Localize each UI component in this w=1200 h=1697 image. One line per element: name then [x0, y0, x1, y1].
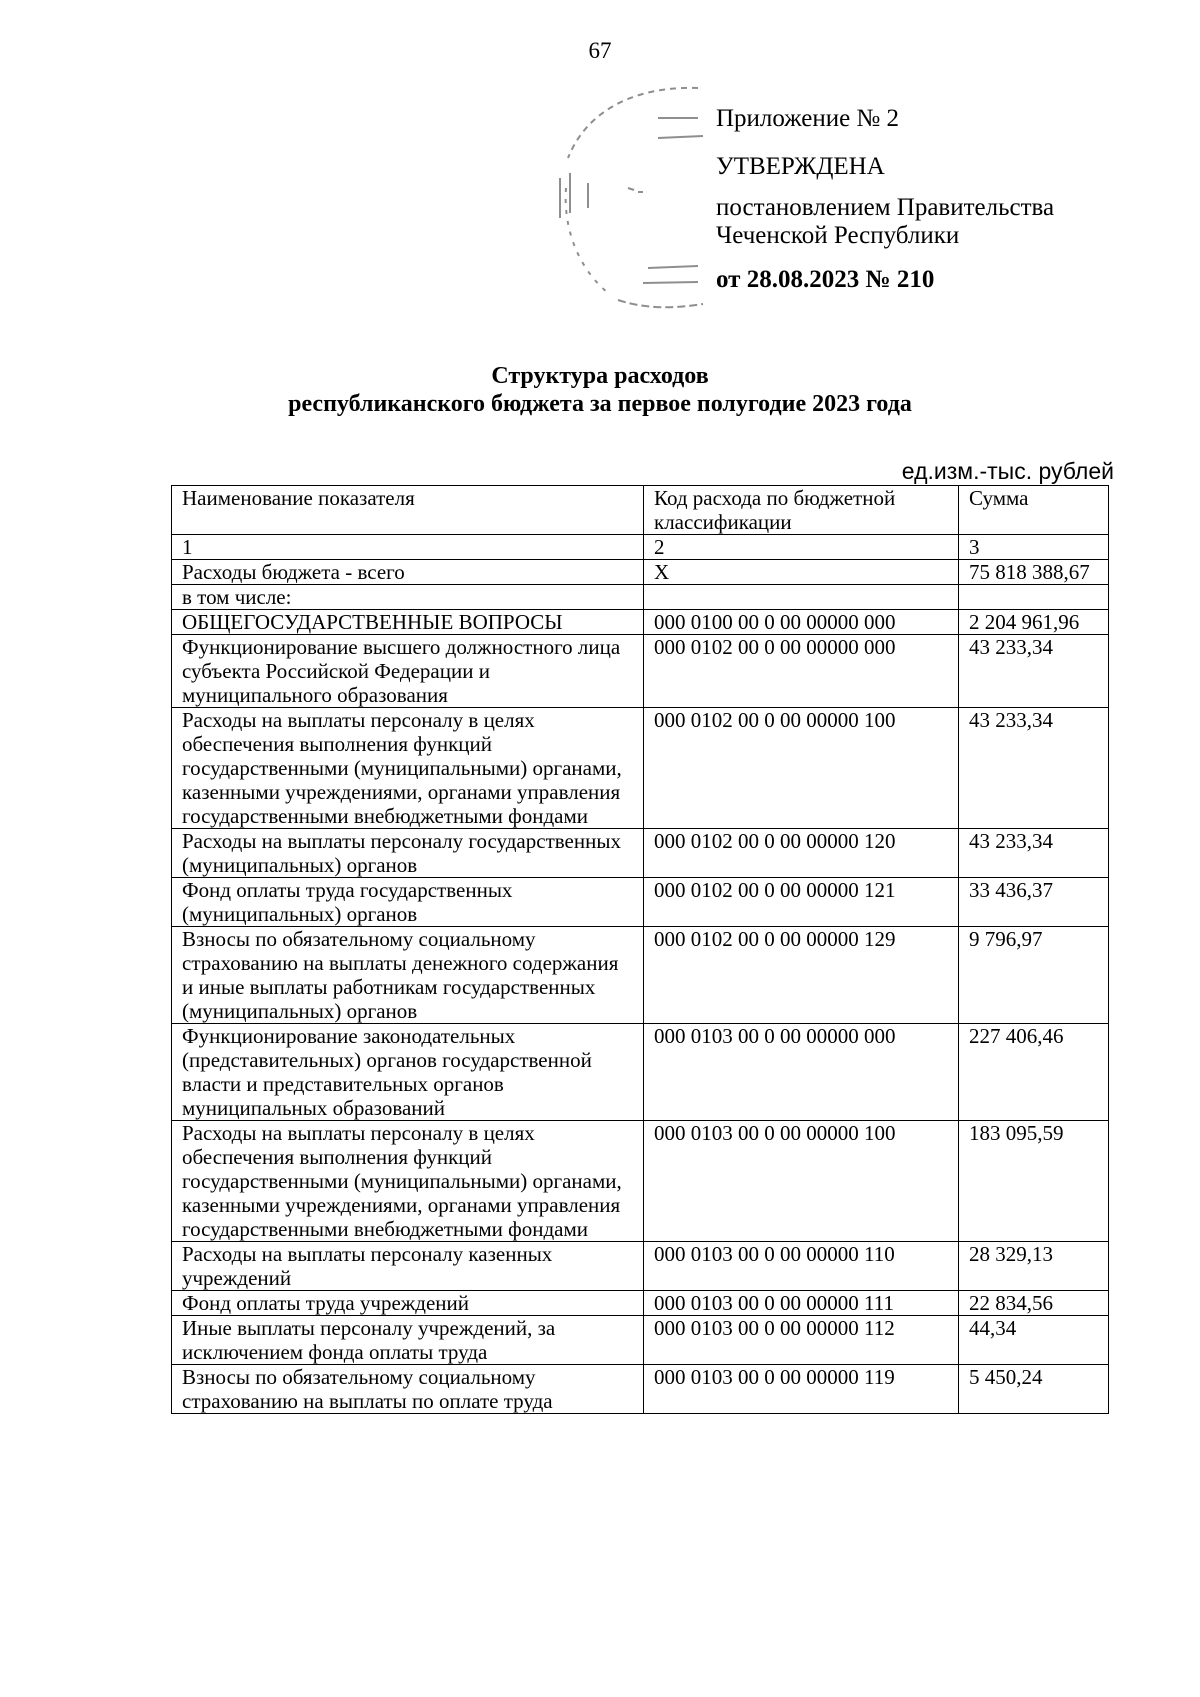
table-row: [172, 635, 1109, 708]
row-code: 000 0103 00 0 00 00000 110: [644, 1242, 959, 1291]
row-sum: 44,34: [959, 1316, 1109, 1365]
appendix-number: Приложение № 2: [716, 105, 900, 132]
row-name: Фонд оплаты труда учреждений: [172, 1291, 644, 1316]
row-sum: 43 233,34: [959, 708, 1109, 829]
row-code: X: [644, 560, 959, 585]
row-sum: 2 204 961,96: [959, 610, 1109, 635]
row-name: Расходы на выплаты персоналу в целях обеспечения выполнения функций государственными (муниципальными) органами, казенными учреждениями, органами управления государственными внебюджетными фондами: [172, 708, 644, 829]
row-sum: 183 095,59: [959, 1121, 1109, 1242]
row-name: Функционирование законодательных (представительных) органов государственной власти и представительных органов муниципальных образований: [172, 1024, 644, 1121]
header-sum: Сумма: [959, 486, 1109, 535]
document-title: [0, 362, 1200, 418]
row-code: 000 0103 00 0 00 00000 119: [644, 1365, 959, 1414]
table-row: [172, 708, 1109, 829]
row-code: 000 0103 00 0 00 00000 100: [644, 1121, 959, 1242]
table-row: [172, 829, 1109, 878]
table-row: [172, 1242, 1109, 1291]
row-name: ОБЩЕГОСУДАРСТВЕННЫЕ ВОПРОСЫ: [172, 610, 644, 635]
budget-table: [171, 485, 1109, 1414]
table-row: [172, 610, 1109, 635]
table-number-row: [172, 535, 1109, 560]
row-name: Иные выплаты персоналу учреждений, за исключением фонда оплаты труда: [172, 1316, 644, 1365]
row-code: 000 0103 00 0 00 00000 112: [644, 1316, 959, 1365]
row-sum: 5 450,24: [959, 1365, 1109, 1414]
row-code: 000 0102 00 0 00 00000 100: [644, 708, 959, 829]
row-name: Расходы бюджета - всего: [172, 560, 644, 585]
row-sum: 43 233,34: [959, 829, 1109, 878]
round-seal-stamp: [548, 78, 708, 318]
row-name: Функционирование высшего должностного лица субъекта Российской Федерации и муниципального образования: [172, 635, 644, 708]
row-sum: 227 406,46: [959, 1024, 1109, 1121]
table-row: [172, 560, 1109, 585]
header-number-3: 3: [959, 535, 1109, 560]
approved-by-republic: Чеченской Республики: [716, 222, 960, 249]
title-line-2: республиканского бюджета за первое полугодие 2023 года: [288, 391, 912, 417]
header-code: Код расхода по бюджетной классификации: [644, 486, 959, 535]
approval-block: [716, 105, 1054, 294]
row-name: Взносы по обязательному социальному страхованию на выплаты по оплате труда: [172, 1365, 644, 1414]
row-name: Расходы на выплаты персоналу государственных (муниципальных) органов: [172, 829, 644, 878]
table-row: [172, 1365, 1109, 1414]
row-code: 000 0103 00 0 00 00000 000: [644, 1024, 959, 1121]
row-sum: 28 329,13: [959, 1242, 1109, 1291]
header-number-1: 1: [172, 535, 644, 560]
header-name: Наименование показателя: [172, 486, 644, 535]
table-row: [172, 1291, 1109, 1316]
row-sum: [959, 585, 1109, 610]
row-sum: 33 436,37: [959, 878, 1109, 927]
row-name: Взносы по обязательному социальному страхованию на выплаты денежного содержания и иные выплаты работникам государственных (муниципальных) органов: [172, 927, 644, 1024]
units-label: ед.изм.-тыс. рублей: [901, 458, 1114, 484]
row-code: 000 0102 00 0 00 00000 121: [644, 878, 959, 927]
table-row: [172, 1316, 1109, 1365]
row-code: 000 0100 00 0 00 00000 000: [644, 610, 959, 635]
table-row: [172, 585, 1109, 610]
row-code: 000 0103 00 0 00 00000 111: [644, 1291, 959, 1316]
row-code: 000 0102 00 0 00 00000 129: [644, 927, 959, 1024]
row-name: в том числе:: [172, 585, 644, 610]
table-row: [172, 1121, 1109, 1242]
row-name: Расходы на выплаты персоналу в целях обеспечения выполнения функций государственными (муниципальными) органами, казенными учреждениями, органами управления государственными внебюджетными фондами: [172, 1121, 644, 1242]
table-row: [172, 1024, 1109, 1121]
row-name: Расходы на выплаты персоналу казенных учреждений: [172, 1242, 644, 1291]
header-number-2: 2: [644, 535, 959, 560]
table-row: [172, 878, 1109, 927]
row-sum: 9 796,97: [959, 927, 1109, 1024]
row-name: Фонд оплаты труда государственных (муниципальных) органов: [172, 878, 644, 927]
row-sum: 75 818 388,67: [959, 560, 1109, 585]
row-sum: 43 233,34: [959, 635, 1109, 708]
approved-by-line: постановлением Правительства: [716, 194, 1055, 221]
page-number: 67: [588, 38, 612, 63]
row-code: 000 0102 00 0 00 00000 120: [644, 829, 959, 878]
row-code: 000 0102 00 0 00 00000 000: [644, 635, 959, 708]
row-sum: 22 834,56: [959, 1291, 1109, 1316]
approved-label: УТВЕРЖДЕНА: [716, 153, 885, 180]
row-code: [644, 585, 959, 610]
title-line-1: Структура расходов: [491, 363, 709, 389]
decree-date-number: от 28.08.2023 № 210: [716, 266, 935, 293]
table-row: [172, 927, 1109, 1024]
table-header-row: [172, 486, 1109, 535]
